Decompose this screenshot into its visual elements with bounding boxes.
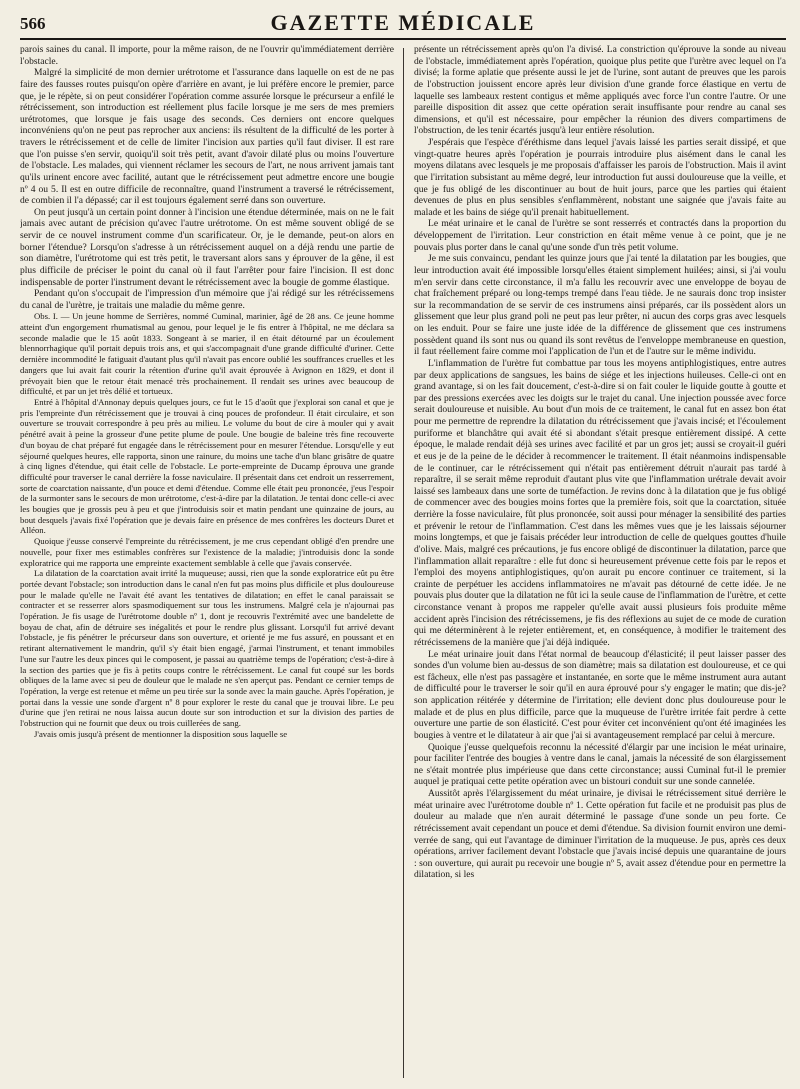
column-divider — [403, 48, 404, 1078]
paragraph: Malgré la simplicité de mon dernier urétrotome et l'assurance dans laquelle on est de ne pas faire des fausses routes puisqu'on opère d'arrière en avant, je lui préfère encore le premier, parce que, je le répète, si on peut considérer l'opération comme assurée lorsque le précurseur a enfilé le rétrécissement, son introduction est réellement plus facile lorsque je me sers de mes premiers urétrotomes, que lorsque je fais usage des seconds. Ces derniers ont encore quelques inconvéniens qu'on ne peut pas reprocher aux anciens: ils résultent de la difficulté de les porter à travers le rétrécissement et de celle de limiter l'incision aux parties qu'il faut diviser. Il est rare que l'on puisse s'en servir, quoiqu'il soit très petit, avant d'avoir dilaté plus ou moins l'ouverture de l'obstacle. Les malades, qui viennent réclamer les secours de l'art, ne nous arrivent jamais tant qu'ils urinent encore avec facilité, autant que le rétrécissement peut admettre encore une bougie nº 4 ou 5. Il est en outre difficile de reconnaître, quand l'instrument a traversé le rétrécissement, de combien il l'a dépassé; car il est toujours également serré dans son ouverture. — [20, 67, 394, 207]
paragraph: présente un rétrécissement après qu'on l'a divisé. La constriction qu'éprouve la sonde au niveau de l'obstacle, immédiatement après l'opération, quoique plus petite que l'urètre avec lequel on l'a divisé; la forme aplatie que présente aussi le jet de l'urine, sont autant de preuves que les parois de l'obstruction jouissent encore après leur division d'une grande force élastique en vertu de laquelle ses lambeaux restent contigus et même appliqués avec force l'un contre l'autre. Or une pareille disposition dit assez que cette opération serait insuffisante pour rendre au canal ses dimensions, et qu'il est nécessaire, pour empêcher la réunion des divers compartimens de l'obstruction, de les tenir écartés jusqu'à leur entière résolution. — [414, 44, 786, 137]
paragraph: L'inflammation de l'urètre fut combattue par tous les moyens antiphlogistiques, entre autres par deux applications de sangsues, les bains de siége et les injections huileuses. Celle-ci ont en grand avantage, si on les fait doucement, c'est-à-dire si on fait couler le liquide goutte à goutte et par des pressions exercées avec les doigts sur le trajet du canal. Une injection poussée avec force serait douloureuse et nuisible. Au bout d'un mois de ce traitement, le canal fut en assez bon état pour me permettre de reprendre la dilatation du rétrécissement que j'avais incisé; et l'écoulement puriforme et blanchâtre qui avait été si abondant s'était presque entièrement dissipé. A cette époque, le malade rendait déjà ses urines avec facilité et par un gros jet; aussi se croyait-il guéri et eus je de la peine de le décider à recommencer le traitement. Il était néanmoins indispensable de le continuer, car le rétrécissement qui n'était pas entièrement détruit n'aurait pas tardé à reparaître, il se serait même reproduit d'autant plus vite que l'inflammation urétrale devait avoir laissé ses lambeaux dans une sorte de tuméfaction. Je revins donc à la dilatation que je fus obligé de commencer avec des bougies moins fortes que la première fois, soit que la coarctation, située derrière la fosse naviculaire, fût plus prononcée, soit aussi pour ménager la sensibilité des parties et prévenir le retour de l'inflammation. C'est dans les mêmes vues que je les laissais séjourner moins longtemps, et que je faisais précéder leur introduction de celle de quelques gouttes d'huile d'olive. Mais, malgré ces précautions, je fus encore obligé de discontinuer la dilatation, parce que l'inflammation allait reparaître : elle fut donc si heureusement prévenue cette fois par le repos et l'emploi des moyens antiphlogistiques, qu'on aurait pu encore continuer ce traitement, si la crainte de perpétuer les accidens inflammatoires ne m'avait pas détourné de cette idée. Je ne pouvais plus douter que la dilatation ne fût ici la seule cause de l'inflammation de l'urètre, et cette circonstance venant à propos me rappeler qu'elle avait aussi plusieurs fois produite même accident après l'incision des rétrécissemens, je fis des réflexions au sujet de ce mode de curation qui me déterminèrent à le rejeter entièrement, et, en conséquence, à modifier le traitement des rétrécissemens de la manière que j'ai déjà indiquée. — [414, 357, 786, 648]
paragraph: J'espérais que l'espèce d'éréthisme dans lequel j'avais laissé les parties serait dissipé, et que vingt-quatre heures après l'opération je pourrais introduire plus aisément dans le canal les moyens dilatans avec lesquels je me proposais d'affaisser les parois de l'obstruction. Mais il avint que l'irritation subsistant au même degré, leur introduction fut aussi douloureuse que la veille, et que je fus obligé de les discontinuer au bout de huit jours, parce que les parties qui étaient devenues de plus en plus sensibles s'enflammèrent, nobstant une saignée que j'avais faite au malade et les bains de siége qu'il prenait habituellement. — [414, 137, 786, 218]
paragraph: Je me suis convaincu, pendant les quinze jours que j'ai tenté la dilatation par les bougies, que leur introduction avait été impossible lorsqu'elles étaient simplement huilées; ainsi, si j'ai voulu m'en servir dans cette circonstance, il m'a fallu les recouvrir avec une enveloppe de boyau de chat fraîchement préparé ou long-temps trempé dans l'eau tiède. Je ne saurais donc trop insister sur la recommandation de se servir de ces instrumens ainsi préparés, car ils possèdent alors un glissement que leur plus grand poli ne peut pas leur prêter, ni aucun des corps gras avec lesquels on les enduit. Pour se faire une juste idée de la différence de glissement que ces instrumens possèdent quand ils sont nus ou quand ils sont revêtus de l'enveloppe membraneuse en question, il faut réellement faire comme moi l'application de l'un et de l'autre sur le même individu. — [414, 253, 786, 358]
observation-paragraph: J'avais omis jusqu'à présent de mentionner la disposition sous laquelle se — [34, 728, 288, 739]
right-column — [414, 44, 786, 1080]
page-number: 566 — [20, 14, 46, 33]
page-header — [20, 8, 786, 40]
observation-paragraph: Entré à l'hôpital d'Annonay depuis quelques jours, ce fut le 15 d'août que j'explorai son canal et que je pris l'empreinte d'un rétrécissement que je trouvai à cinq pouces de profondeur. Il était circulaire, et son ouverture se trouvait correspondre à peu près au milieu. Le volume du bout de cire à mouler qui y avait pénétré avait à peine la grosseur d'une petite plume de poule. Une bougie de baleine très fine recouverte d'un boyau de chat préparé fut engagée dans le rétrécissement pour en mesurer l'étendue. Lorsqu'elle y eut séjourné quelques heures, elle rapporta, sinon une rainure, du moins une tache d'un blanc grisâtre de quatre à cinq lignes d'étendue, qui était celle de l'obstacle. Le porte-empreinte de Ducamp éprouva une grande difficulté pour traverser le canal derrière la fosse naviculaire. Il présentait dans cet endroit un resserrement, sorte de coarctation naissante, d'un pouce et demi d'étendue. Comme elle était peu prononcée, j'eus l'espoir de la surmonter sans le secours de mon urétrotome, c'est-à-dire par la dilatation. Je tentai donc celle-ci avec les bougies que je grossis peu à peu et que j'introduisis soir et matin pendant une quinzaine de jours, au bout desquels j'avais fixé l'opération que je devais faire en présence de mes confrères les docteurs Duret et Alléon. — [20, 397, 394, 536]
paragraph: parois saines du canal. Il importe, pour la même raison, de ne l'ouvrir qu'immédiatement derrière l'obstacle. — [20, 44, 394, 67]
observation-paragraph: Quoique j'eusse conservé l'empreinte du rétrécissement, je me crus cependant obligé d'en prendre une nouvelle, pour fixer mes estimables confrères sur l'existence de la maladie; j'introduisis donc la sonde exploratrice qui me rapporta une empreinte exactement semblable à celle que j'avais conservée. — [20, 536, 394, 568]
left-column — [20, 44, 394, 1080]
observation-block — [20, 311, 394, 739]
paragraph: Aussitôt après l'élargissement du méat urinaire, je divisai le rétrécissement situé derrière le méat urinaire avec l'urétrotome double nº 1. Cette opération fut facile et ne produisit pas plus de douleur au malade que n'en aurait déterminé le passage d'une sonde un peu forte. Ce rétrécissement avait cependant un pouce et demi d'étendue. Sa division fournit environ une demi-verrée de sang, qui eut l'avantage de diminuer l'irritation de la muqueuse. Je pus, après ces deux opérations, arriver facilement devant l'obstacle que j'avais incisé depuis une quarantaine de jours : son ouverture, qui aurait pu recevoir une bougie nº 5, avait assez d'étendue pour en permettre la dilatation, si les — [414, 788, 786, 881]
journal-title: GAZETTE MÉDICALE — [270, 10, 536, 35]
paragraph: Le méat urinaire et le canal de l'urètre se sont resserrés et contractés dans la proportion du développement de l'irritation. Leur constriction en était même venue à ce point, que je ne pouvais plus porter dans le canal qu'une sonde d'un très petit volume. — [414, 218, 786, 253]
paragraph: Quoique j'eusse quelquefois reconnu la nécessité d'élargir par une incision le méat urinaire, pour faciliter l'entrée des bougies à ventre dans le canal, jamais la nécessité de son élargissement ne s'était montrée plus impérieuse que dans cette circonstance; aussi Cuminal fut-il le premier auquel je pratiquai cette petite opération avec un bistouri conduit sur une sonde cannelée. — [414, 741, 786, 788]
observation-paragraph: Obs. I. — Un jeune homme de Serrières, nommé Cuminal, marinier, âgé de 28 ans. Ce jeune homme atteint d'un engorgement rhumatismal au genou, pour lequel je le fis entrer à l'hôpital, ne me déclara sa seconde maladie que le 15 août 1833. Songeant à se marier, il en était détourné par un écoulement blennorrhagique qu'il portait depuis trois ans, et qui s'accompagnait d'une grande difficulté d'uriner. Cette dernière incommodité le fatiguait d'autant plus qu'il n'avait pas encore oublié les souffrances cruelles et les dangers que lui avait fait courir la rétention d'urine qu'il avait éprouvée à Avignon en 1829, et dont il prévoyait bien que le retour était menacé très prochainement. Il rendait ses urines avec beaucoup de difficulté, et par un jet très délié et tortueux. — [20, 311, 394, 397]
paragraph: Pendant qu'on s'occupait de l'impression d'un mémoire que j'ai rédigé sur les rétrécissemens du canal de l'urètre, je traitais une maladie du même genre. — [20, 288, 394, 311]
observation-paragraph: La dilatation de la coarctation avait irrité la muqueuse; aussi, rien que la sonde exploratrice eût pu être portée devant l'obstacle; son introduction dans le canal n'en fut pas moins plus difficile et plus douloureuse pour le malade qu'elle ne l'avait été avant les tentatives de dilatation; en effet le canal paraissait se contracter et se resserrer alors spasmodiquement sur tous les instrumens. Malgré cela je n'ajournai pas l'opération. Je fis usage de l'urétrotome double nº 1, dont je recouvris l'extrémité avec une bandelette de boyau de chat, afin de détruire ses inégalités et pour le rendre plus glissant. Lorsqu'il fut arrivé devant l'obstacle, je fis pénétrer le précurseur dans son ouverture, et orienté je me fus assuré, en poussant et en retirant alternativement le mandrin, qu'il s'y était bien engagé, j'armai l'instrument, et tenant immobiles l'une sur l'autre les deux pinces qui le composent, je passai au quatrième temps de l'opération; c'est-à-dire à la section des parties que je fis à petits coups contre le rétrécissement. Le canal fut coupé sur les bords obliques de la lame avec si peu de douleur que le malade ne s'en aperçut pas. Pendant ce cernier temps de l'opération, la verge est retenue et même un peu tirée sur la sonde avec la main gauche. Après l'opération, je portai dans la vessie une sonde d'argent nº 8 pour explorer le reste du canal que je trouvai libre. Le peu d'urine que j'en retirai ne nous laissa aucun doute sur son introduction et sur la division des parties de l'obstruction qui ne fournit que deux ou trois cuillerées de sang. — [20, 568, 394, 729]
paragraph: Le méat urinaire jouit dans l'état normal de beaucoup d'élasticité; il peut laisser passer des sondes d'un volume bien au-dessus de son diamètre; mais sa dilatation est douloureuse, et ce qui est fâcheux, elle n'est pas passagère et instantanée, en sorte que le même instrument aura autant de difficulté pour le traverser le soir qu'il en aura éprouvé pour s'y engager le matin; que dis-je? son application réitérée y détermine de l'irritation; elle devient donc plus douloureuse pour le malade et de plus en plus difficile, parce que la muqueuse de l'urètre irritée fait perdre à cette ouverture une partie de son élasticité. C'est pour éviter cet inconvénient qu'ont été imaginées les bougies à ventre et le dilatateur à air que j'ai si avantageusement remplacé par celui à mercure. — [414, 648, 786, 741]
paragraph: On peut jusqu'à un certain point donner à l'incision une étendue déterminée, mais on ne le fait jamais avec autant de précision qu'avec l'autre urétrotome. On est même souvent obligé de se servir de ce nouvel instrument comme d'un scarificateur. Or, je le demande, peut-on alors en borner l'étendue? Lorsqu'on s'adresse à un rétrécissement auquel on a déjà rendu une partie de son diamètre, l'urétrotome qui est très petit, le traversant alors sans y éprouver de la gêne, il est plus difficile de préciser le point du canal où il faut l'arrêter pour faire l'incision. Il est donc indispensable de porter l'instrument devant le rétrécissement avec la bougie de gomme élastique. — [20, 206, 394, 288]
